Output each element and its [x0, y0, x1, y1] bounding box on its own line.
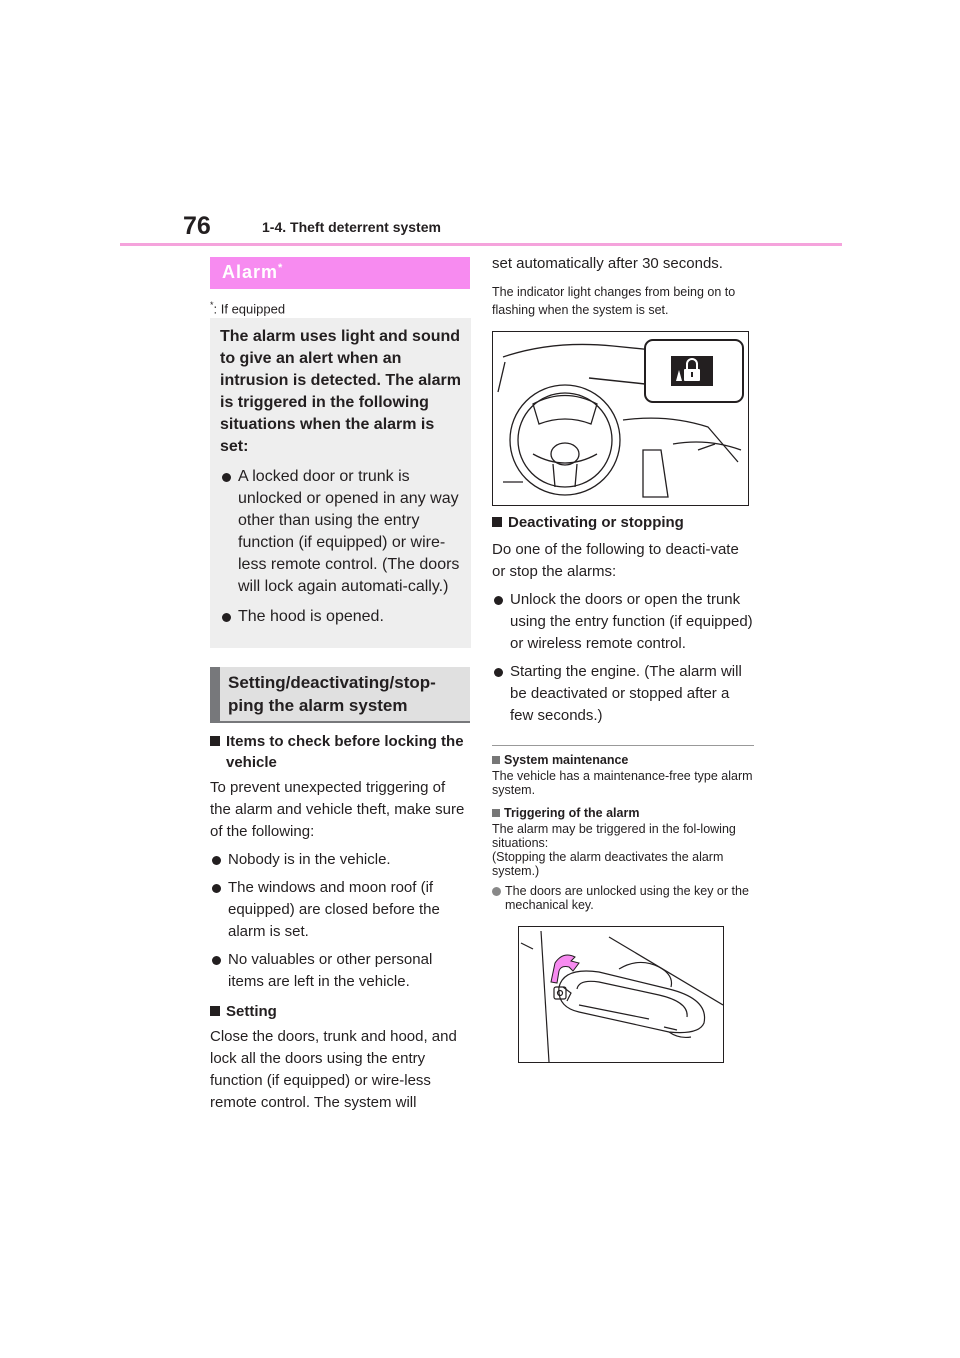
list-item-text: Starting the engine. (The alarm will be deactivated or stopped after a few seconds.) [510, 663, 742, 724]
setting-text-continued: set automatically after 30 seconds. [492, 255, 723, 272]
list-item [210, 949, 470, 993]
list-item [220, 606, 461, 628]
dashboard-figure [492, 331, 749, 506]
section-title: 1-4. Theft deterrent system [262, 219, 441, 235]
items-check-heading-text: Items to check before locking the vehicle [226, 733, 464, 771]
bullet-icon [494, 668, 503, 677]
deactivating-heading [492, 512, 754, 533]
setting-section-heading: Setting/deactivating/stop-ping the alarm system [210, 667, 470, 723]
footnote-mark: * [210, 300, 214, 310]
bullet-icon [494, 596, 503, 605]
maintenance-text: The vehicle has a maintenance-free type alarm system. [492, 769, 753, 797]
bullet-icon [212, 856, 221, 865]
list-item-text: Unlock the doors or open the trunk using the entry function (if equipped) or wireless remote control. [510, 591, 753, 652]
list-item [492, 661, 754, 727]
list-item-text: The windows and moon roof (if equipped) are closed before the alarm is set. [228, 879, 440, 940]
list-item-text: A locked door or trunk is unlocked or opened in any way other than using the entry function (if equipped) or wire-less remote control. (The doors will lock again automati-cally.) [238, 468, 460, 595]
door-handle-figure [518, 926, 724, 1063]
right-column [492, 253, 754, 1063]
alarm-intro-text: The alarm uses light and sound to give an alert when an intrusion is detected. The alarm is triggered in the following situations when the alarm is set: [220, 328, 461, 455]
square-bullet-icon [210, 736, 220, 746]
deactivating-heading-text: Deactivating or stopping [508, 514, 684, 531]
list-item-text: The hood is opened. [238, 608, 384, 625]
items-check-heading [210, 731, 470, 773]
setting-text: Close the doors, trunk and hood, and lock all the doors using the entry function (if equipped) or wire-less remote control. The system will [210, 1028, 457, 1111]
triggering-heading-text: Triggering of the alarm [504, 806, 640, 820]
bullet-icon [212, 956, 221, 965]
left-column [210, 731, 470, 1114]
square-bullet-icon [492, 809, 500, 817]
indicator-note: The indicator light changes from being on to flashing when the system is set. [492, 285, 736, 317]
alarm-heading [210, 257, 470, 289]
footnote-text: : If equipped [213, 301, 286, 317]
notes-divider [492, 745, 754, 746]
square-bullet-icon [492, 756, 500, 764]
alarm-heading-text: Alarm [222, 262, 279, 282]
page-number: 76 [183, 212, 211, 240]
turn-arrow-icon [551, 955, 579, 983]
square-bullet-icon [492, 517, 502, 527]
triggering-text: The alarm may be triggered in the fol-lowing situations: [492, 822, 736, 850]
maintenance-heading-text: System maintenance [504, 753, 629, 767]
deactivating-text: Do one of the following to deacti-vate or stop the alarms: [492, 541, 739, 580]
maintenance-heading [492, 752, 754, 769]
items-check-text: To prevent unexpected triggering of the alarm and vehicle theft, make sure of the following: [210, 779, 465, 840]
list-item-text: The doors are unlocked using the key or the mechanical key. [505, 884, 749, 912]
alarm-heading-mark: * [278, 262, 284, 274]
door-handle-illustration [519, 927, 723, 1062]
bullet-icon [222, 473, 231, 482]
triggering-heading [492, 805, 754, 822]
list-item-text: Nobody is in the vehicle. [228, 851, 391, 868]
deactivating-list [492, 589, 754, 727]
items-check-list [210, 849, 470, 993]
triggering-paren: (Stopping the alarm deactivates the alarm system.) [492, 850, 724, 878]
square-bullet-icon [210, 1006, 220, 1016]
bullet-icon [492, 887, 501, 896]
list-item-text: No valuables or other personal items are left in the vehicle. [228, 951, 433, 990]
bullet-icon [212, 884, 221, 893]
list-item [220, 466, 461, 598]
dashboard-illustration [493, 332, 748, 505]
list-item [492, 884, 754, 912]
setting-heading [210, 1001, 470, 1022]
footnote [210, 300, 285, 316]
list-item [210, 849, 470, 871]
header-rule [120, 243, 842, 246]
setting-heading-text: Setting [226, 1003, 277, 1020]
alarm-intro-box [210, 318, 471, 648]
bullet-icon [222, 613, 231, 622]
list-item [492, 589, 754, 655]
alarm-trigger-list [220, 466, 461, 628]
list-item [210, 877, 470, 943]
